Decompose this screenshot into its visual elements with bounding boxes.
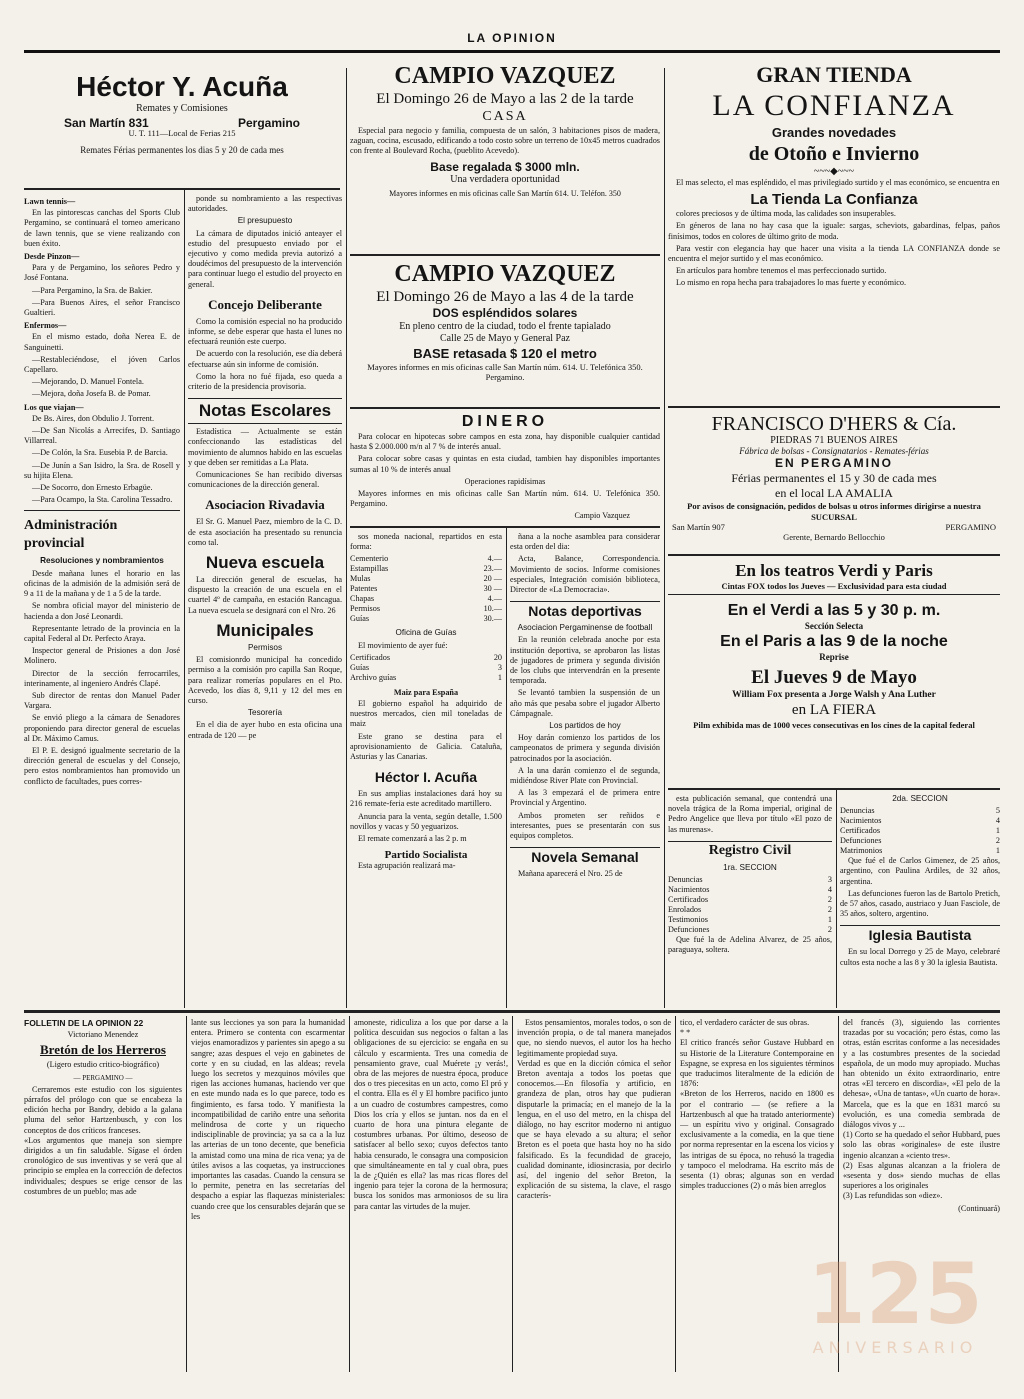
row-value: 3 <box>827 875 832 885</box>
row-label: Defunciones <box>668 925 710 935</box>
news-text: esta publicación semanal, que contendrá una novela trágica de la Roma imperial, original de Pedro Angelice que lleva por título «El pozo de las murenas». <box>668 794 832 834</box>
registro-civil-title: Registro Civil <box>668 841 832 860</box>
news-text: El Sr. G. Manuel Paez, miembro de la C. D. de esta asociación ha presentado su renuncia como tal. <box>188 517 342 547</box>
admin-text: Director de la sección ferrocarriles, interinamente, al ingeniero Andrés Clapé. <box>24 668 180 688</box>
news-text: La cámara de diputados inició anteayer el estudio del presupuesto enviado por el ejecutivo y como medida previa autorizó a doudécimos del presupuesto de la intervención para continuar luego el estudio del proyecto en general. <box>188 228 342 289</box>
presupuesto-heading: El presupuesto <box>237 216 293 226</box>
news-text: Este grano se destina para el aprovisionamiento de Galicia. Cataluña, Asturias y las Canarias. <box>350 731 502 762</box>
column-rule <box>184 188 185 1008</box>
permisos-heading: Permisos <box>247 642 283 652</box>
tienda-season: de Otoño e Invierno <box>748 143 920 165</box>
social-item: —De Colón, la Sra. Eusebia P. de Barcia. <box>32 448 168 458</box>
table-row <box>350 584 502 594</box>
column-rule <box>506 528 507 1008</box>
admin-provincial-title: Administración provincial <box>24 518 118 552</box>
tienda-text: colores preciosos y de última moda, las calidades son insuperables. <box>676 209 896 219</box>
social-item: —Para Ocampo, la Sta. Carolina Tessadro. <box>32 495 173 505</box>
row-value: 1 <box>497 672 502 682</box>
news-text: Comunicaciones Se han recibido diversas comunicaciones de la dirección general. <box>188 470 342 490</box>
column-news-d <box>510 532 660 1004</box>
row-value: 4.— <box>487 594 502 604</box>
rule <box>24 188 340 190</box>
row-value: 30.— <box>483 614 502 624</box>
news-text: Ambos prometen ser reñidos e interesantes, pues se presentarán con sus equipos completos. <box>510 810 660 841</box>
folletin-text: Cerraremos este estudio con los siguientes párrafos del prólogo con que se encabeza la edición hecha por Bandry, debido a la galana pluma del señor Hartzenbusch, y con los conceptos de dos críticos franceses. «Los argumentos que maneja son siempre dirigidos a un fin saludable. Sígase el órden cronológico de sus inventivas y se verá que al principio se emplea en la corrección de defectos individuales; despues se erige censor de las costumbres de un pueblo; mas ade <box>24 1084 182 1196</box>
teatros-ad <box>668 560 1000 786</box>
dhers-line: Fábrica de bolsas - Consignatarios - Remates-férias <box>739 446 929 457</box>
teatros-en: en <box>791 701 807 718</box>
table-row <box>350 673 502 683</box>
lawn-tennis-text: En las pintorescas canchas del Sports Club Pergamino, se continuará el torneo americano de lawn tennis, que se viene realizando con buen éxito. <box>24 208 180 248</box>
folletin-col-4 <box>517 1018 671 1372</box>
column-rule <box>186 1016 187 1372</box>
tienda-text: En artículos para hombre tenemos el mas perfeccionado surtido. <box>676 266 887 276</box>
row-label: Certificados <box>668 895 709 905</box>
table-row <box>350 564 502 574</box>
campio-note: Una verdadera oportunidad <box>450 173 560 185</box>
acuna-ad <box>24 62 340 188</box>
tienda-title: GRAN TIENDA <box>756 62 912 87</box>
news-text: Acta, Balance, Correspondencia. Movimiento de socios. Informe comisiones especiales, Integración comisión biblioteca, Director de «La Democracia». <box>510 554 660 595</box>
news-text: En el dia de ayer hubo en esta oficina una entrada de 120 — pe <box>188 720 342 740</box>
row-value: 1 <box>995 826 1000 836</box>
folletin-title: Bretón de los Herreros <box>39 1042 166 1058</box>
news-text: El gobierno español ha adquirido de nuestros mercados, cien mil toneladas de maiz <box>350 699 502 729</box>
social-item: —Mejora, doña Josefa B. de Pomar. <box>32 389 151 399</box>
folletin-text: lante sus lecciones ya son para la humanidad entera. Primero se contenta con escarmentar viejos enamoradizos y parientes sin apego a su sangre; azas despues el vejo en gabinetes de corte y en su ciudad, en las aldeas; revela luego los secretos y mezquinos móviles que rigen las acciones humanas, haciendo ver que en este mundo nada es lo que parece, todo es fingimiento, es farsa todo. Y manifiesta la incompatibilidad de cariño entre una señorita melindrosa de corte y un riquecho indisciplinable de provincia; ya sa ca a la luz las arterias de un tono decente, que beneficia la amistad como una mina de rica vena; ya de útiles avisos a las coquetas, ya instrucciones importantes las casadas. Cuando la censura se lo permite, penetra en las secretarías del despacho a espiar las flaquezas ministeriales: cuando cree que los censurables dejarán que se les <box>191 1018 345 1221</box>
row-value: 2 <box>827 895 832 905</box>
row-value: 3 <box>497 662 502 672</box>
social-item: —Para Pergamino, la Sra. de Bakier. <box>32 285 153 295</box>
column-rule <box>675 1016 676 1372</box>
viajan-heading: Los que viajan— <box>24 402 84 412</box>
news-text: Hoy darán comienzo los partidos de los campeonatos de primera y segunda división patrocinados por la asociación. <box>510 733 660 763</box>
row-label: Defunciones <box>840 836 882 846</box>
campio-date: El Domingo 26 de Mayo a las 2 de la tarde <box>376 91 634 107</box>
campio-info: Mayores informes en mis oficinas calle San Martín 614. U. Teléfon. 350 <box>389 188 621 198</box>
social-item: —Restableciéndose, el jóven Carlos Capellaro. <box>24 354 180 375</box>
lawn-tennis-heading: Lawn tennis— <box>24 197 76 206</box>
column-rule <box>664 68 665 1008</box>
rule <box>668 406 1000 408</box>
row-value: 2 <box>827 905 832 915</box>
notas-escolares-title: Notas Escolares <box>188 398 342 424</box>
folletin-col-1 <box>24 1018 182 1372</box>
teatros-fox: Cintas FOX todos los Jueves — Exclusividad para esta ciudad <box>668 581 1000 595</box>
acuna-name: Héctor Y. Acuña <box>76 71 288 102</box>
column-registro-2 <box>840 794 1000 1004</box>
dinero-sign: Campio Vazquez <box>574 511 630 521</box>
row-value: 5 <box>995 806 1000 816</box>
campio-item: CASA <box>482 109 528 124</box>
table-row <box>350 614 502 624</box>
dinero-ad <box>350 412 660 524</box>
row-label: Permisos <box>350 604 381 614</box>
news-text: En su local Dorrego y 25 de Mayo, celebraré cultos esta noche a las 8 y 30 la iglesia Bautista. <box>840 947 1000 967</box>
row-value: 20 — <box>483 574 502 584</box>
row-label: Matrimonios <box>840 846 883 856</box>
tesoreria-table <box>350 554 502 624</box>
table-row <box>350 663 502 673</box>
table-row <box>840 826 1000 836</box>
campio-desc: Especial para negocio y familia, compuesta de un salón, 3 habitaciones pisos de madera, zaguan, cocina, escusado, edificando a todo costo sobre un terreno de 10x45 metros cuadrados con frente al Boulevard Rocha, (pueblito Acevedo). <box>350 126 660 156</box>
news-text: Que fué la de Adelina Alvarez, de 25 años, paraguaya, soltera. <box>668 935 832 955</box>
seccion-2-table <box>840 806 1000 856</box>
column-rule <box>836 790 837 1008</box>
partidos-heading: Los partidos de hoy <box>549 721 621 731</box>
column-news-b <box>188 194 342 1004</box>
guias-heading: Oficina de Guías <box>395 628 457 638</box>
teatros-presenta: William Fox presenta a Jorge Walsh y Ana Luther <box>732 689 936 700</box>
rule <box>350 254 660 256</box>
admin-text: Inspector general de Prisiones a don José Molinero. <box>24 646 180 666</box>
tesoreria-heading: Tesorería <box>247 708 283 718</box>
social-item: —Mejorando, D. Manuel Fontela. <box>32 377 144 387</box>
news-text: En sus amplias instalaciones dará hoy su 216 remate-feria este acreditado martillero. <box>350 789 502 809</box>
socialista-heading: Partido Socialista <box>384 849 468 862</box>
news-text: Esta agrupación realizará ma- <box>358 861 456 871</box>
admin-text: Se nombra oficial mayor del ministerio de hacienda a don José Leonardi. <box>24 601 180 621</box>
news-text: Mañana aparecerá el Nro. 25 de <box>518 869 623 879</box>
row-label: Mulas <box>350 574 371 584</box>
anniversary-watermark <box>790 1245 1000 1390</box>
news-text: El remate comenzará a las 2 p. m <box>358 834 467 844</box>
row-value: 1 <box>827 915 832 925</box>
table-row <box>668 885 832 895</box>
folletin-author: Victoriano Menendez <box>67 1030 139 1040</box>
rule <box>668 554 1000 556</box>
table-row <box>350 604 502 614</box>
campio-desc: Calle 25 de Mayo y General Paz <box>440 333 570 344</box>
admin-sub: Resoluciones y nombramientos <box>40 556 164 566</box>
social-item: —De Socorro, don Ernesto Erbagüe. <box>32 483 153 493</box>
folletin-subtitle: (Ligero estudio critico-biográfico) <box>46 1060 160 1070</box>
teatros-paris-sub: Reprise <box>819 652 849 663</box>
news-text: De acuerdo con la resolución, ese día deberá efectuarse aún sin informe de comisión. <box>188 349 342 369</box>
campio-ad-casa <box>350 62 660 252</box>
news-text: Como la hora no fué fijada, eso queda a criterio de la presidencia provisoria. <box>188 371 342 392</box>
acuna-address: San Martín 831 <box>64 116 149 131</box>
column-rule <box>512 1016 513 1372</box>
newspaper-page <box>24 28 1000 1378</box>
table-row <box>840 846 1000 856</box>
row-label: Guías <box>350 614 370 624</box>
campio-info: Mayores informes en mis oficinas calle San Martín núm. 614. U. Telefónica 350. Pergamino. <box>367 362 643 383</box>
dhers-avisos: Por avisos de consignación, pedidos de bolsas u otros informes dirigirse a nuestra SUCURSAL <box>687 501 981 522</box>
campio-item: DOS espléndidos solares <box>432 306 578 320</box>
acuna-phone: U. T. 111—Local de Ferias 215 <box>128 128 236 139</box>
teatros-paris: En el Paris a las 9 de la noche <box>720 633 948 651</box>
deportivas-sub: Asociacion Pergaminense de football <box>517 623 653 633</box>
dinero-text: Para colocar sobre casas y quintas en esta ciudad, tambien hay disponibles importantes sumas al 10 % de interés anual <box>350 454 660 474</box>
row-label: Archivo guías <box>350 672 397 682</box>
folletin-col-2 <box>191 1018 345 1372</box>
row-value: 30 — <box>483 584 502 594</box>
dhers-sucursal-city: PERGAMINO <box>945 521 996 532</box>
news-text: Que fué el de Carlos Gimenez, de 25 años, argentino, con Paulina Ardiles, de 32 años, argentina. <box>840 856 1000 886</box>
row-label: Chapas <box>350 594 375 604</box>
maiz-heading: Maiz para España <box>393 687 459 697</box>
dhers-title: FRANCISCO D'HERS & Cía. <box>711 413 957 435</box>
column-registro <box>668 794 832 1004</box>
admin-text: Representante letrado de la provincia en la capital Federal al Dr. Perfecto Araya. <box>24 623 180 643</box>
acuna-heading: Héctor I. Acuña <box>374 769 478 786</box>
rivadavia-title: Asociacion Rivadavia <box>205 497 325 513</box>
social-item: De Bs. Aires, don Obdulio J. Torrent. <box>32 413 155 423</box>
rule <box>668 788 1000 790</box>
acuna-schedule: Remates Férias permanentes los dias 5 y 20 de cada mes <box>80 144 284 155</box>
teatros-title: En los teatros Verdi y Paris <box>735 561 933 580</box>
nueva-escuela-title: Nueva escuela <box>205 553 325 573</box>
news-text: Anuncia para la venta, según detalle, 1.500 novillos y vacas y 50 yeguarizos. <box>350 811 502 831</box>
news-text: Las defunciones fueron las de Bartolo Pretich, de 57 años, casado, austriaco y Juan Fasciole, de 35 años, soltero, argentino. <box>840 888 1000 919</box>
row-value: 4 <box>995 816 1000 826</box>
folletin-place: — PERGAMINO — <box>73 1073 133 1082</box>
acuna-line1: Remates y Comisiones <box>136 103 228 114</box>
row-label: Nacimientos <box>668 885 710 895</box>
dhers-addr: PIEDRAS 71 BUENOS AIRES <box>770 435 898 446</box>
pinzon-heading: Desde Pinzon— <box>24 252 80 262</box>
folletin-text: amoneste, ridiculiza a los que por darse a la política descuidan sus negocios o faltan a las obligaciones de su ejercicio: se engaña en su cálculo y escarmienta. Tres una comedia de pensamiento grave, cual Muérete ¡y verás!, obra de las mejores de nuestra época, produce dos o tres piecesitas en un acto, como El pró y el contra. Ella es él y El hombre pacifico junto a un cuadro de costumbres campestres, como Dios los cría y ellos se juntan. nos da en el cuarto de hora una pintura elegante de costumbres urbanas. Por último, deseoso de satisfacer al bello sexo; cuyos defectos tanto habia censurado, le consagra una composicion que simultáneamente en tal y cual obra, pues la de ¿Quién es ella? las mas ricas flores del ingenio para tejer la corona de la hermosura; busca los sonidos mas armoniosos de su lira para cantar las virtudes de la mujer. <box>354 1018 508 1211</box>
watermark-number: 125 <box>807 1245 983 1343</box>
teatros-verdi: En el Verdi a las 5 y 30 p. m. <box>727 602 941 620</box>
news-text: ñana a la noche asamblea para considerar esta orden del dia: <box>510 532 660 552</box>
folletin-col-3 <box>354 1018 508 1372</box>
folletin-text: del francés (3), siguiendo las corrientes trazadas por su vocación; pero éstas, como las otras, están escritas conforme a las necesidades y a las costumbres presentes de la sociedad española, de un modo muy apropiado. Muchas han obtenido un éxito extraordinario, entre otras «El tercero en discordia», «El pelo de la dehesa», «Una de tantas», «Un cuarto de hora». Marcela, que es la que en 1831 marcó su evolución, es una comedia sembrada de diálogos vivos y ... (1) Corto se ha quedado el señor Hubbard, pues solo las obras «originales» de este ilustre ingenio alcanzan a «ciento tres». (2) Esas algunas alcanzan a la friolera de «sesenta y dos» siendo muchas de ellas superiores a los originales (3) Las refundidas son «diez». <box>843 1018 1000 1201</box>
admin-text: El P. E. designó igualmente secretario de la dirección general de escuelas y del Consejo, pero estos nombramientos han promovido un conflicto de facultades, pues corres- <box>24 745 180 786</box>
table-row <box>668 905 832 915</box>
seccion-2-heading: 2da. SECCION <box>892 794 948 803</box>
acuna-city: Pergamino <box>237 116 300 131</box>
seccion-1-heading: 1ra. SECCION <box>723 862 777 872</box>
tienda-ad <box>668 62 1000 404</box>
row-label: Nacimientos <box>840 816 882 826</box>
teatros-jueves: El Jueves 9 de Mayo <box>751 666 917 688</box>
masthead: LA OPINION <box>24 28 1000 53</box>
row-label: Testimonios <box>668 915 708 925</box>
news-text: El comisionrdo municipal ha concedido permiso a la comisión pro capilla San Roque, para realizar romerías populares en el Pto. Acevedo, los días 8, 9,11 y 12 del mes en curso. <box>188 655 342 705</box>
dinero-text: Operaciones rapidísimas <box>464 476 546 486</box>
folletin-text: Estos pensamientos, morales todos, o son de invención propia, o de tal manera manejados que, no siendo nuevos, el autor los ha hecho legitimamente propiedad suya. Verdad es que en la dicción cómica el señor Breton aventaja a todos los poetas que conocemos.—En filosofía y artificio, en grandeza de plan, otros hay que pudieran disputarle la primacía; en el manejo de la la lengua, en el uso del metro, en la chispa del diálogo, no hay escritor moderno ni antiguo que se haya elevado a su altura; el señor Breton es el poeta que hasta hoy no ha sido falsificado. Es la fecundidad de gracejo, cualidad dominante, idiosincrasia, por decirlo así, del ingenio del señor Breton, la explicación de su sistema, la clave, el rasgo caracterís- <box>517 1018 671 1201</box>
column-rule <box>346 68 347 1008</box>
social-item: En el mismo estado, doña Nerea E. de Sanguinetti. <box>24 332 180 352</box>
guias-table <box>350 653 502 683</box>
news-text: A las 3 empezará el de primera entre Provincial y Argentino. <box>510 788 660 808</box>
campio-date: El Domingo 26 de Mayo a las 4 de la tarde <box>376 289 634 305</box>
campio-title: CAMPIO VAZQUEZ <box>394 63 616 89</box>
rule <box>350 407 660 409</box>
dinero-text: Mayores informes en mis oficinas calle San Martín núm. 614. U. Telefónica 350. Pergamino. <box>350 489 660 509</box>
admin-text: Desde mañana lunes el horario en las oficinas de la admisión de la admisión será de 9 a 11 de la mañana y de 1 a 5 de la tarde. <box>24 568 180 599</box>
municipales-title: Municipales <box>216 620 314 640</box>
table-row <box>350 594 502 604</box>
news-text: La dirección general de escuelas, ha dispuesto la creación de una escuela en el cuartel 4º de campaña, en estación Rancagua. La nueva escuela se designará con el Nro. 26 <box>188 575 342 615</box>
row-value: 4.— <box>487 554 502 564</box>
table-row <box>350 653 502 663</box>
enfermos-heading: Enfermos— <box>24 321 67 331</box>
dhers-sucursal-addr: San Martín 907 <box>672 521 725 532</box>
dhers-gerente: Gerente, Bernardo Bellocchio <box>783 532 885 543</box>
dhers-ad <box>668 412 1000 552</box>
row-label: Denuncias <box>668 875 703 885</box>
tienda-name: LA CONFIANZA <box>712 89 956 122</box>
campio-title: CAMPIO VAZQUEZ <box>394 261 616 287</box>
news-text: Se levantó tambien la suspensión de un año más que pesaba sobre el jugador Alberto Cámpagnale. <box>510 688 660 718</box>
row-label: Certificados <box>350 652 391 662</box>
dhers-local: en el local LA AMALIA <box>775 486 893 501</box>
row-value: 23.— <box>483 564 502 574</box>
row-value: 2 <box>827 925 832 935</box>
column-news-c <box>350 532 502 1004</box>
column-social-admin <box>24 194 180 1004</box>
folletin-continuara: (Continuará) <box>958 1203 1000 1213</box>
news-text: En la reunión celebrada anoche por esta institución deportiva, se aprobaron las listas de jugadores de primera y segunda división de los clubs que intervendrán en la presente temporada. <box>510 635 660 686</box>
teatros-verdi-sub: Sección Selecta <box>804 621 864 632</box>
row-label: Enrolados <box>668 905 702 915</box>
dhers-ferias: Férias permanentes el 15 y 30 de cada mes <box>731 471 937 486</box>
row-label: Certificados <box>840 826 881 836</box>
watermark-text: ANIVERSARIO <box>812 1338 978 1357</box>
tienda-text: Lo mismo en ropa hecha para trabajadores lo mas fuerte y económico. <box>676 278 907 288</box>
row-value: 20 <box>493 652 502 662</box>
column-rule <box>349 1016 350 1372</box>
social-item: —Para Buenos Aires, el señor Francisco Gualtieri. <box>24 297 180 318</box>
seccion-1-table <box>668 875 832 935</box>
novela-semanal-title: Novela Semanal <box>510 847 660 866</box>
campio-desc: En pleno centro de la ciudad, todo el frente tapialado <box>399 321 611 332</box>
row-label: Guías <box>350 662 370 672</box>
campio-price: Base regalada $ 3000 mln. <box>430 159 580 174</box>
rule <box>350 526 660 528</box>
news-text: Estadística — Actualmente se están confeccionando las estadísticas del movimiento de alumnos habido en las escuelas y que deben ser remitidas a La Plata. <box>188 427 342 467</box>
table-row <box>668 875 832 885</box>
dinero-text: Para colocar en hipotecas sobre campos en esta zona, hay disponible cualquier cantidad hasta $ 2.000.000 m/n al 7 % de interés anual. <box>350 432 660 452</box>
table-row <box>350 574 502 584</box>
table-row <box>668 925 832 935</box>
concejo-title: Concejo Deliberante <box>208 296 322 312</box>
folletin-text: tico, el verdadero carácter de sus obras. * * El critico francés señor Gustave Hubbard en su Historie de la Literature Contemporaine en Espagne, se expresa en los siguientes términos que traducimos literalmente de la edición de 1876: «Breton de los Herreros, nacido en 1800 es por el contrario — (se refiere a la Hartzenbusch al que ha tratado anteriormente) — un espíritu vivo y original. Consagrado exclusivamente a la comedia, en la que tiene por norma representar en la escena los vicios y las intrigas de su época, no rehusó la tragedia y tampoco el melodrama. Ha escrito más de sesenta (1) obras; algunas son en verdad simples traducciones (2) o más bien arreglos <box>680 1018 834 1191</box>
news-text: A la una darán comienzo el de segunda, midiéndose River Plate con Provincial. <box>510 765 660 786</box>
news-text: El movimiento de ayer fué: <box>358 640 448 650</box>
campio-price: BASE retasada $ 120 el metro <box>413 346 597 361</box>
table-row <box>840 836 1000 846</box>
row-label: Patentes <box>350 584 378 594</box>
tienda-highlight: La Tienda La Confianza <box>750 191 918 209</box>
notas-deportivas-title: Notas deportivas <box>510 601 660 620</box>
teatros-fiera: LA FIERA <box>809 701 877 718</box>
row-value: 2 <box>995 836 1000 846</box>
table-row <box>840 816 1000 826</box>
teatros-pilm: Pilm exhibida mas de 1000 veces consecutivas en los cines de la capital federal <box>693 719 975 730</box>
tienda-text: Para vestir con elegancia hay que hacer una visita a la tienda LA CONFIANZA donde se encuentra el mejor surtido y el mas económico. <box>668 243 1000 264</box>
news-text: ponde su nombramiento a las respectivas autoridades. <box>188 194 342 214</box>
social-item: —De San Nicolás a Arrecifes, D. Santiago Villarreal. <box>24 426 180 446</box>
dhers-en: EN PERGAMINO <box>774 456 893 471</box>
table-row <box>668 915 832 925</box>
news-text: Como la comisión especial no ha producido informe, se debe esperar que hasta el lunes no efectuará reunión este cuerpo. <box>188 316 342 347</box>
social-item: Para y de Pergamino, los señores Pedro y José Fontana. <box>24 263 180 283</box>
tienda-novedades: Grandes novedades <box>771 125 897 140</box>
row-label: Cementerio <box>350 554 389 564</box>
folletin-header: FOLLETIN DE LA OPINION 22 <box>24 1018 144 1028</box>
admin-text: Sub director de rentas don Manuel Pader Vargara. <box>24 690 180 711</box>
row-label: Denuncias <box>840 806 875 816</box>
iglesia-bautista-title: Iglesia Bautista <box>840 925 1000 944</box>
table-row <box>840 806 1000 816</box>
tienda-text: En géneros de lana no hay casa que la iguale: sargas, scheviots, gabardinas, felpas, paños finísimos, todos en colores de último grito de moda. <box>668 221 1000 241</box>
dinero-title: DINERO <box>461 413 549 430</box>
admin-text: Se envió pliego a la cámara de Senadores proponiendo para director general de escuelas al Dr. Máximo Camus. <box>24 713 180 743</box>
campio-ad-solares <box>350 260 660 405</box>
row-label: Estampillas <box>350 564 389 574</box>
row-value: 10.— <box>483 604 502 614</box>
row-value: 1 <box>995 846 1000 856</box>
news-text: sos moneda nacional, repartidos en esta forma: <box>350 532 502 552</box>
table-row <box>668 895 832 905</box>
table-row <box>350 554 502 564</box>
folletin-rule <box>24 1010 1000 1013</box>
row-value: 4 <box>827 885 832 895</box>
ornament-icon: ~~~◆~~~ <box>813 166 855 177</box>
tienda-text: El mas selecto, el mas espléndido, el mas privilegiado surtido y el mas económico, se encuentra en <box>676 178 1000 187</box>
social-item: —De Junín a San Isidro, la Sra. de Rosell y su hijita Elena. <box>24 460 180 480</box>
